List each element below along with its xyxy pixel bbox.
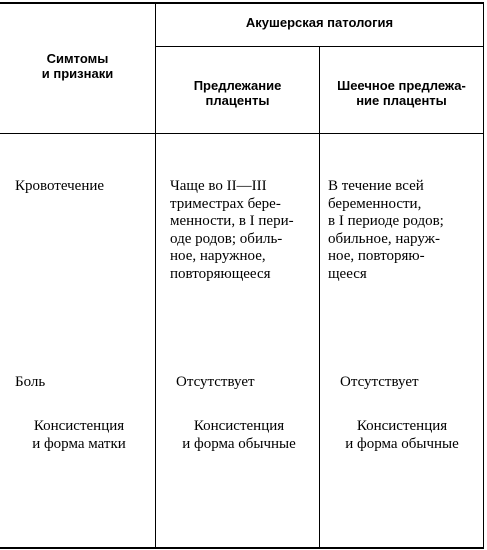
cell-pain-cervical: Отсутствует bbox=[340, 374, 419, 390]
row-label-bleeding: Кровотечение bbox=[15, 178, 105, 194]
cell-consistency-cervical: Консистенция и форма обычные bbox=[345, 418, 459, 452]
cell-bleeding-placenta-previa: Чаще во II—III триместрах бере- менности, в I пери- оде родов; обиль- ное, наружное, повторяющееся bbox=[170, 178, 294, 282]
row-label-consistency: Консистенция и форма матки bbox=[32, 418, 126, 452]
right-border bbox=[483, 2, 484, 549]
bottom-border bbox=[0, 547, 484, 549]
top-border bbox=[0, 2, 484, 4]
cell-consistency-placenta-previa: Консистенция и форма обычные bbox=[182, 418, 296, 452]
header-symptoms: Симтомы и признаки bbox=[41, 51, 114, 81]
header-bottom-border bbox=[0, 133, 484, 134]
cell-pain-placenta-previa: Отсутствует bbox=[176, 374, 255, 390]
row-label-pain: Боль bbox=[15, 374, 46, 390]
header-cervical-placenta-previa: Шеечное предлежа- ние плаценты bbox=[337, 78, 466, 108]
header-group-title: Акушерская патология bbox=[245, 15, 394, 30]
cell-bleeding-cervical: В течение всей берeменности, в I периоде родов; обильное, наруж- ное, повторяю- щееся bbox=[328, 178, 444, 282]
header-placenta-previa: Предлежание плаценты bbox=[193, 78, 282, 108]
column-divider-2 bbox=[319, 46, 320, 549]
